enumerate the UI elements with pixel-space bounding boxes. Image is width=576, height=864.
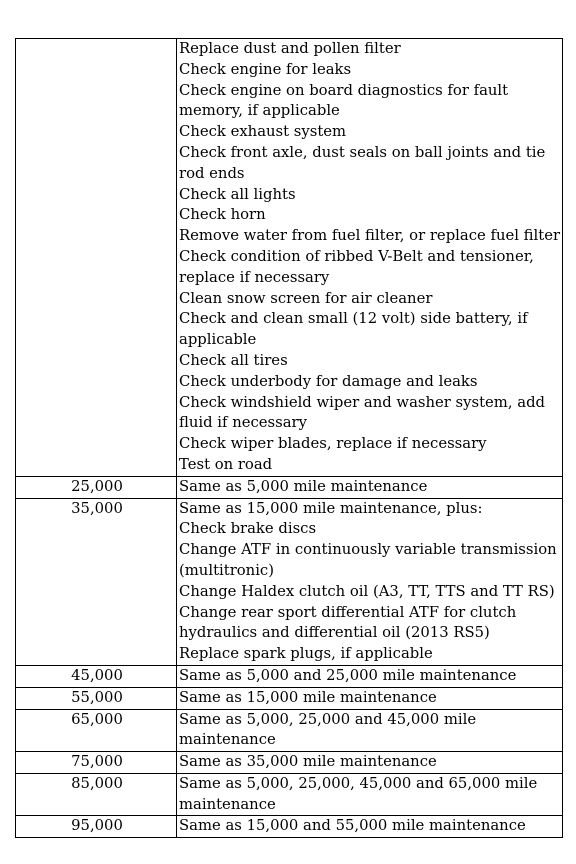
mileage-cell: 85,000: [16, 773, 177, 816]
table-row: [16, 709, 563, 752]
mileage-cell: 75,000: [16, 752, 177, 774]
maintenance-schedule-table: [15, 38, 563, 838]
maintenance-task-line: maintenance: [179, 731, 276, 749]
maintenance-task-line: Check brake discs: [179, 520, 317, 538]
table-row: [16, 773, 563, 816]
mileage-cell: 55,000: [16, 687, 177, 709]
maintenance-task-line: rod ends: [179, 164, 245, 182]
table-row: [16, 476, 563, 498]
maintenance-task-line: Check windshield wiper and washer system, add: [179, 393, 546, 411]
maintenance-tasks-cell: [177, 39, 563, 477]
maintenance-tasks-cell: [177, 687, 563, 709]
table-row: [16, 498, 563, 665]
maintenance-task-line: Change Haldex clutch oil (A3, TT, TTS and TT RS): [179, 582, 555, 600]
maintenance-task-line: fluid if necessary: [179, 414, 307, 432]
maintenance-task-line: Replace dust and pollen filter: [179, 40, 401, 57]
maintenance-table-body: [16, 39, 563, 838]
maintenance-task-line: Same as 5,000, 25,000 and 45,000 mile: [179, 710, 477, 728]
maintenance-task-line: Same as 15,000 mile maintenance: [179, 688, 437, 706]
mileage-cell: 45,000: [16, 665, 177, 687]
maintenance-task-line: Replace spark plugs, if applicable: [179, 645, 433, 663]
maintenance-task-line: Test on road: [179, 455, 273, 473]
maintenance-task-line: Check horn: [179, 206, 266, 224]
table-row: [16, 665, 563, 687]
maintenance-task-line: Check engine for leaks: [179, 60, 352, 78]
maintenance-task-line: Check wiper blades, replace if necessary: [179, 435, 487, 453]
maintenance-tasks-cell: [177, 498, 563, 665]
maintenance-task-line: Check underbody for damage and leaks: [179, 372, 478, 390]
maintenance-tasks-cell: [177, 476, 563, 498]
maintenance-task-line: Same as 15,000 mile maintenance, plus:: [179, 499, 483, 517]
maintenance-task-line: Check all lights: [179, 185, 296, 203]
maintenance-task-line: Same as 15,000 and 55,000 mile maintenance: [179, 817, 526, 835]
mileage-cell: 65,000: [16, 709, 177, 752]
maintenance-task-line: Check condition of ribbed V-Belt and tensioner,: [179, 247, 534, 265]
maintenance-task-line: Clean snow screen for air cleaner: [179, 289, 433, 307]
maintenance-tasks-cell: [177, 709, 563, 752]
mileage-cell: 25,000: [16, 476, 177, 498]
mileage-cell: 35,000: [16, 498, 177, 665]
table-row: [16, 687, 563, 709]
table-row: [16, 752, 563, 774]
maintenance-schedule-sheet: [15, 38, 562, 838]
maintenance-task-line: Same as 35,000 mile maintenance: [179, 753, 437, 771]
maintenance-task-line: memory, if applicable: [179, 102, 340, 120]
mileage-cell: 95,000: [16, 816, 177, 838]
maintenance-task-line: Change rear sport differential ATF for clutch: [179, 603, 517, 621]
maintenance-task-line: Change ATF in continuously variable transmission: [179, 541, 557, 559]
table-row: [16, 816, 563, 838]
maintenance-task-line: replace if necessary: [179, 268, 330, 286]
maintenance-task-line: applicable: [179, 331, 257, 349]
maintenance-task-line: hydraulics and differential oil (2013 RS5): [179, 624, 490, 642]
maintenance-task-line: Check and clean small (12 volt) side battery, if: [179, 310, 528, 328]
maintenance-task-line: Remove water from fuel filter, or replace fuel filter: [179, 227, 561, 245]
maintenance-tasks-cell: [177, 816, 563, 838]
maintenance-task-line: Same as 5,000 and 25,000 mile maintenance: [179, 666, 517, 684]
maintenance-tasks-cell: [177, 773, 563, 816]
maintenance-task-line: maintenance: [179, 795, 276, 813]
maintenance-task-line: Check all tires: [179, 351, 288, 369]
table-row: [16, 39, 563, 477]
maintenance-task-line: Check exhaust system: [179, 123, 347, 141]
maintenance-task-line: Check engine on board diagnostics for fault: [179, 81, 509, 99]
maintenance-task-line: (multitronic): [179, 561, 274, 579]
mileage-cell: [16, 39, 177, 477]
maintenance-task-line: Check front axle, dust seals on ball joints and tie: [179, 143, 546, 161]
maintenance-task-line: Same as 5,000, 25,000, 45,000 and 65,000 mile: [179, 774, 538, 792]
maintenance-task-line: Same as 5,000 mile maintenance: [179, 477, 428, 495]
maintenance-tasks-cell: [177, 665, 563, 687]
maintenance-tasks-cell: [177, 752, 563, 774]
